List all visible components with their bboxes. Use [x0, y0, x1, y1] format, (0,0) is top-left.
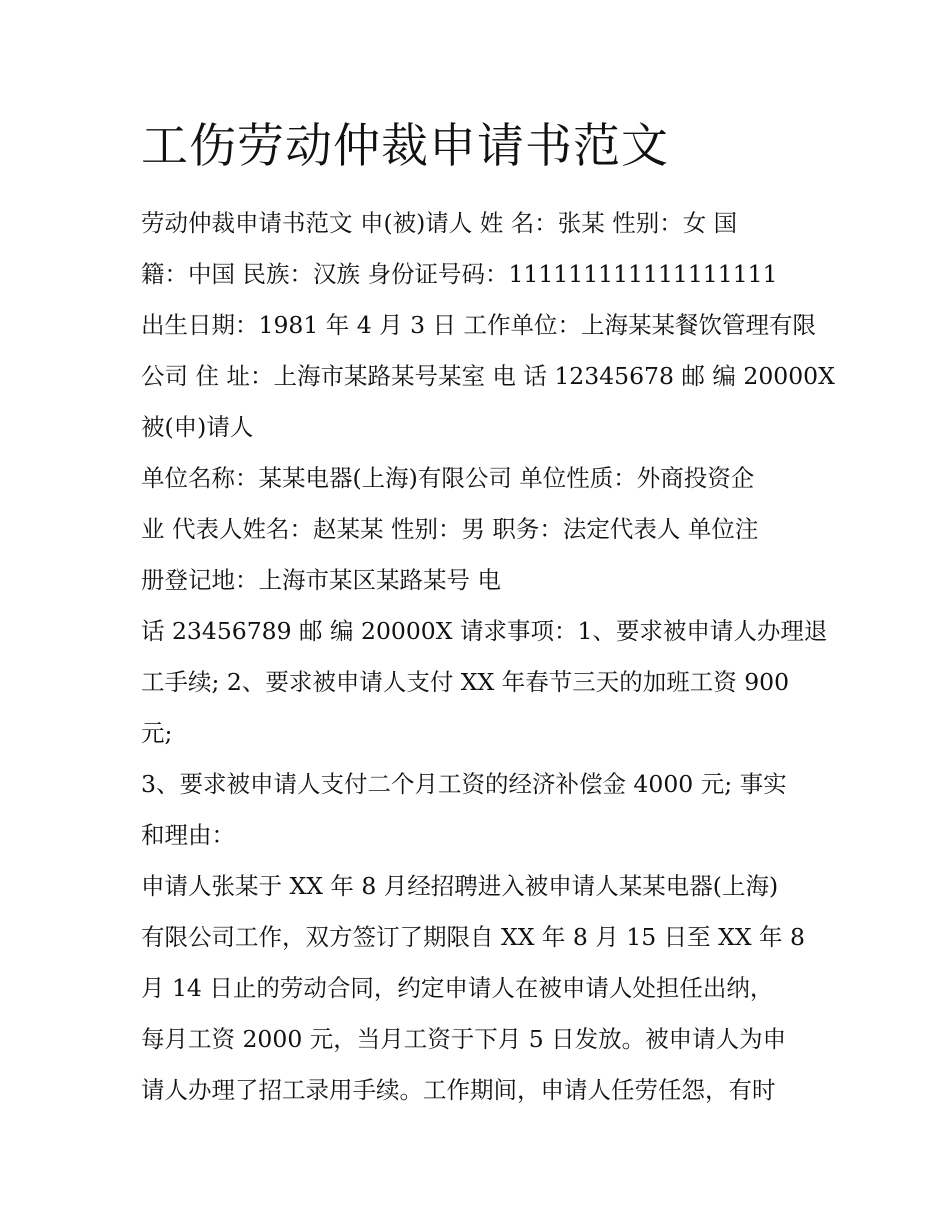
document-body	[141, 198, 835, 1116]
body-line: 劳动仲裁申请书范文 申(被)请人 姓 名：张某 性别：女 国	[141, 209, 738, 237]
body-line: 有限公司工作，双方签订了期限自 XX 年 8 月 15 日至 XX 年 8	[141, 923, 805, 951]
body-line: 业 代表人姓名：赵某某 性别：男 职务：法定代表人 单位注	[141, 515, 759, 543]
body-line: 籍：中国 民族：汉族 身份证号码：111111111111111111	[141, 260, 778, 288]
body-line: 话 23456789 邮 编 20000X 请求事项：1、要求被申请人办理退	[141, 617, 828, 645]
body-line: 3、要求被申请人支付二个月工资的经济补偿金 4000 元; 事实	[141, 770, 787, 798]
body-line: 元;	[141, 719, 173, 747]
body-line: 每月工资 2000 元，当月工资于下月 5 日发放。被申请人为申	[141, 1025, 787, 1053]
document-title: 工伤劳动仲裁申请书范文	[141, 119, 669, 174]
body-line: 出生日期：1981 年 4 月 3 日 工作单位：上海某某餐饮管理有限	[141, 311, 817, 339]
body-line: 单位名称：某某电器(上海)有限公司 单位性质：外商投资企	[141, 464, 755, 492]
body-line: 工手续; 2、要求被申请人支付 XX 年春节三天的加班工资 900	[141, 668, 790, 696]
body-line: 月 14 日止的劳动合同，约定申请人在被申请人处担任出纳，	[141, 974, 774, 1002]
body-line: 被(申)请人	[141, 413, 254, 441]
body-line: 申请人张某于 XX 年 8 月经招聘进入被申请人某某电器(上海)	[141, 872, 779, 900]
body-line: 册登记地：上海市某区某路某号 电	[141, 566, 501, 594]
body-line: 请人办理了招工录用手续。工作期间，申请人任劳任怨，有时	[141, 1076, 776, 1104]
body-line: 和理由：	[141, 821, 235, 849]
body-line: 公司 住 址：上海市某路某号某室 电 话 12345678 邮 编 20000X	[141, 362, 835, 390]
